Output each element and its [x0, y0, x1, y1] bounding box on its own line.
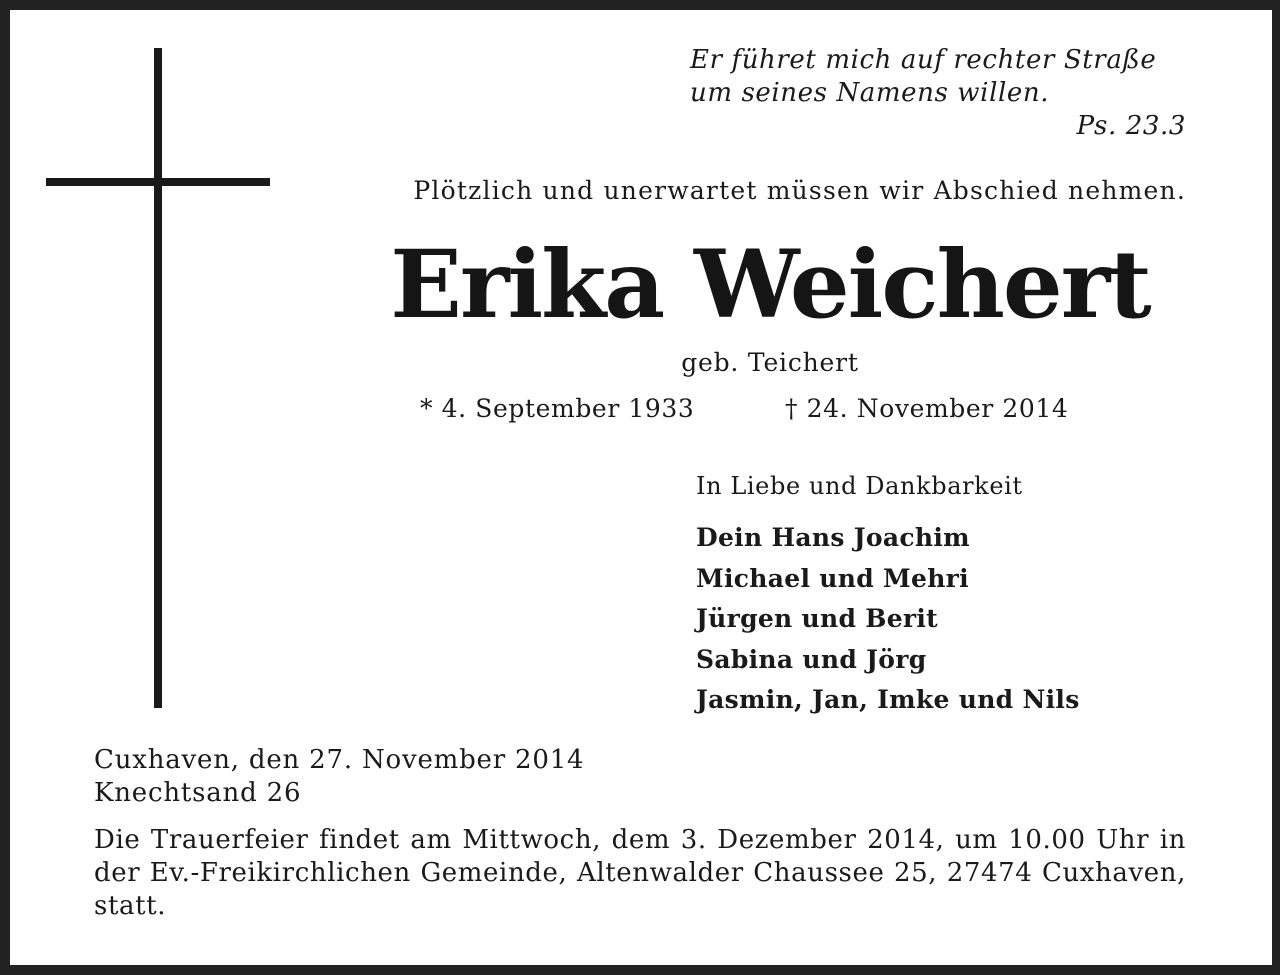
dedication-text: In Liebe und Dankbarkeit: [696, 472, 1023, 500]
cross-icon-crossbar: [46, 178, 270, 186]
deceased-name: Erika Weichert: [390, 230, 1150, 340]
verse-reference: Ps. 23.3: [1076, 111, 1186, 141]
mourner-item: Dein Hans Joachim: [696, 523, 970, 552]
place-and-date: [94, 744, 584, 810]
mourner-item: Michael und Mehri: [696, 563, 969, 593]
lead-text: Plötzlich und unerwartet müssen wir Abschied nehmen.: [413, 176, 1186, 205]
address-line: Knechtsand 26: [94, 778, 302, 808]
mourners-list: [696, 518, 1080, 721]
death-date: † 24. November 2014: [785, 394, 1069, 423]
place-date-line: Cuxhaven, den 27. November 2014: [94, 745, 585, 775]
cross-icon: [154, 48, 162, 708]
verse-line-1: Er führet mich auf rechter Straße: [690, 45, 1157, 75]
mourner-item: Jürgen und Berit: [696, 604, 939, 633]
mourner-item: Jasmin, Jan, Imke und Nils: [696, 685, 1080, 714]
maiden-name: geb. Teichert: [681, 348, 859, 377]
bible-verse: [690, 44, 1186, 143]
funeral-notice: Die Trauerfeier findet am Mittwoch, dem 3. Dezember 2014, um 10.00 Uhr in der Ev.-Freikirchlichen Gemeinde, Altenwalder Chaussee 25, 27474 Cuxhaven, statt.: [94, 825, 1186, 921]
birth-date: * 4. September 1933: [420, 394, 695, 423]
mourner-item: Sabina und Jörg: [696, 644, 927, 674]
verse-line-2: um seines Namens willen.: [690, 78, 1050, 108]
